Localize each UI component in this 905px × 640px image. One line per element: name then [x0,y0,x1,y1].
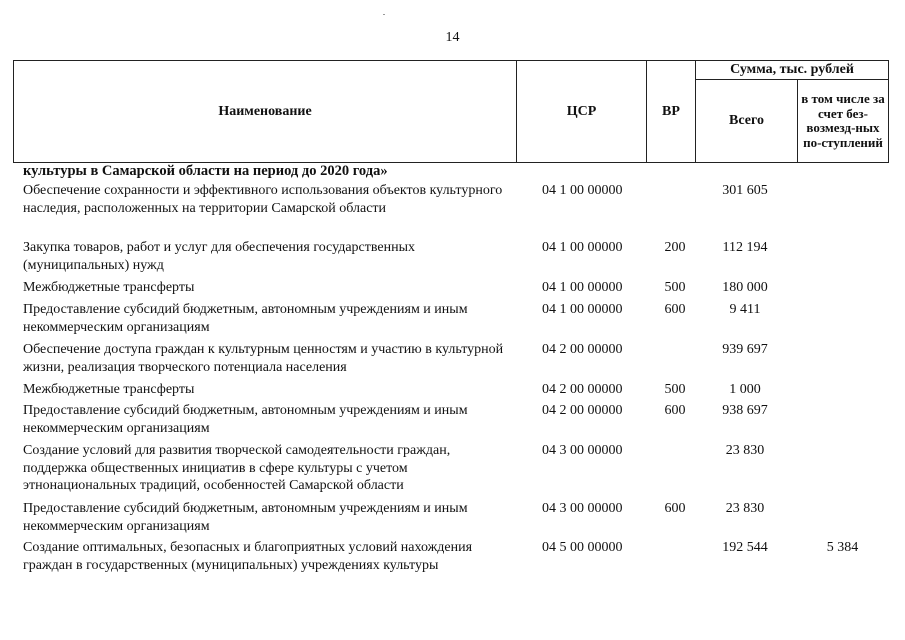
row-csr: 04 2 00 00000 [542,382,623,397]
header-name: Наименование [218,103,312,119]
row-total: 301 605 [722,183,768,198]
row-csr: 04 2 00 00000 [542,403,623,418]
row-gratis: 5 384 [826,540,859,555]
row-total: 112 194 [722,240,768,255]
header-csr: ЦСР [566,103,597,119]
row-csr: 04 1 00 00000 [542,183,623,198]
header-total: Всего [729,113,764,128]
header-vr: ВР [662,103,680,119]
row-name: Закупка товаров, работ и услуг для обеспечения государственных (муниципальных) нужд [23,240,416,273]
row-total: 180 000 [722,280,768,295]
row-csr: 04 5 00 00000 [542,540,623,555]
row-total: 1 000 [729,382,761,397]
row-vr: 200 [664,240,686,255]
row-name: Обеспечение доступа граждан к культурным ценностям и участию в культурной жизни, реализация творческого потенциала населения [23,342,504,375]
header-gratis: в том числе за счет без-возмезд-ных по-ступлений [801,91,885,150]
row-name: Предоставление субсидий бюджетным, автономным учреждениям и иным некоммерческим организациям [23,501,468,534]
row-total: 23 830 [725,501,765,516]
header-divider-gratis [797,79,798,163]
row-total: 9 411 [729,302,761,317]
row-name: Межбюджетные трансферты [23,382,195,397]
row-total: 938 697 [722,403,768,418]
section-title: культуры в Самарской области на период до 2020 года» [23,163,388,179]
row-total: 939 697 [722,342,768,357]
row-csr: 04 1 00 00000 [542,280,623,295]
row-vr: 600 [664,403,686,418]
row-csr: 04 2 00 00000 [542,342,623,357]
row-total: 192 544 [722,540,768,555]
header-border-right [888,60,889,163]
scan-speck [383,14,385,15]
row-name: Обеспечение сохранности и эффективного использования объектов культурного наследия, расположенных на территории Самарской области [23,183,503,216]
table-header [13,60,889,163]
header-sum-group: Сумма, тыс. рублей [730,62,854,77]
row-vr: 600 [664,501,686,516]
row-name: Межбюджетные трансферты [23,280,195,295]
page-number: 14 [445,30,460,45]
row-csr: 04 1 00 00000 [542,240,623,255]
row-csr: 04 3 00 00000 [542,443,623,458]
row-name: Создание условий для развития творческой самодеятельности граждан, поддержка общественных инициатив в сфере культуры с учетом этнонациональных традиций, особенностей Самарской области [23,443,451,493]
row-total: 23 830 [725,443,765,458]
row-name: Предоставление субсидий бюджетным, автономным учреждениям и иным некоммерческим организациям [23,302,468,335]
row-vr: 500 [664,280,686,295]
row-csr: 04 1 00 00000 [542,302,623,317]
row-vr: 500 [664,382,686,397]
row-csr: 04 3 00 00000 [542,501,623,516]
row-vr: 600 [664,302,686,317]
row-name: Предоставление субсидий бюджетным, автономным учреждениям и иным некоммерческим организациям [23,403,468,436]
row-name: Создание оптимальных, безопасных и благоприятных условий нахождения граждан в государственных (муниципальных) учреждениях культуры [23,540,473,573]
